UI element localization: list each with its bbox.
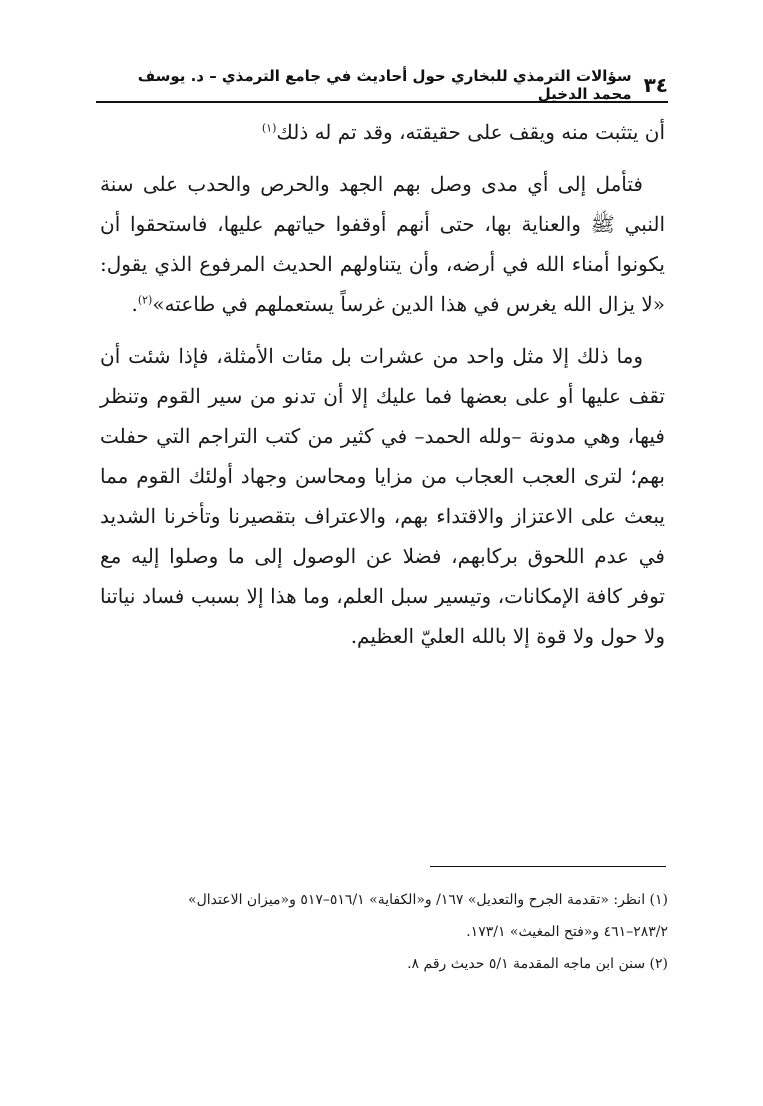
footnote-ref-2[interactable]: (٢) [137, 293, 153, 307]
running-header [96, 67, 668, 103]
paragraph-1-text: أن يتثبت منه ويقف على حقيقته، وقد تم له ذلك [276, 120, 665, 144]
paragraph-2: فتأمل إلى أي مدى وصل بهم الجهد والحرص والحدب على سنة النبي ﷺ والعناية بها، حتى أنهم أوقفوا حياتهم عليها، فاستحقوا أن يكونوا أمناء الله في أرضه، وأن يتناولهم الحديث المرفوع الذي يقول: «لا يزال الله يغرس في هذا الدين غرساً يستعملهم في طاعته»$^{(٢)}$. [100, 172, 665, 316]
paragraph-1 [100, 112, 665, 152]
page-number: ٣٤ [643, 73, 668, 97]
footnote-2: (٢) سنن ابن ماجه المقدمة ٥/١ حديث رقم ٨. [407, 956, 668, 972]
footnote-1-line-1: (١) انظر: «تقدمة الجرح والتعديل» ١٦٧/ و«الكفاية» ٥١٦/١–٥١٧ و«ميزان الاعتدال» [188, 892, 668, 908]
footnote-divider [430, 866, 666, 867]
running-title: سؤالات الترمذي للبخاري حول أحاديث في جامع الترمذي – د. يوسف محمد الدخيل [137, 67, 632, 103]
paragraph-3: وما ذلك إلا مثل واحد من عشرات بل مئات الأمثلة، فإذا شئت أن تقف عليها أو على بعضها فما عليك إلا أن تدنو من سير القوم وتنظر فيها، وهي مدونة –ولله الحمد– في كثير من كتب التراجم التي حفلت بهم؛ لترى العجب العجاب من مزايا ومحاسن وجهاد أولئك القوم مما يبعث على الاعتزاز والاقتداء بهم، والاعتراف بتقصيرنا وتأخرنا الشديد في عدم اللحوق بركابهم، فضلا عن الوصول إلى ما وصلوا إليه مع توفر كافة الإمكانات، وتيسير سبل العلم، وما هذا إلا بسبب فساد نياتنا ولا حول ولا قوة إلا بالله العليّ العظيم. [100, 344, 665, 648]
footnote-1-line-2: ٢٨٣/٢–٤٦١ و«فتح المغيث» ١٧٣/١. [466, 924, 668, 940]
footnote-ref-1[interactable]: (١) [261, 121, 277, 135]
main-text [100, 112, 665, 668]
paragraph-2-text: فتأمل إلى أي مدى وصل بهم الجهد والحرص والحدب على سنة النبي ﷺ والعناية بها، حتى أنهم أوقفوا حياتهم عليها، فاستحقوا أن يكونوا أمناء الله في أرضه، وأن يتناولهم الحديث المرفوع الذي يقول: «لا يزال الله يغرس في هذا الدين غرساً يستعملهم في طاعته» [100, 172, 665, 316]
header-divider [96, 101, 668, 103]
footnotes [96, 884, 668, 980]
